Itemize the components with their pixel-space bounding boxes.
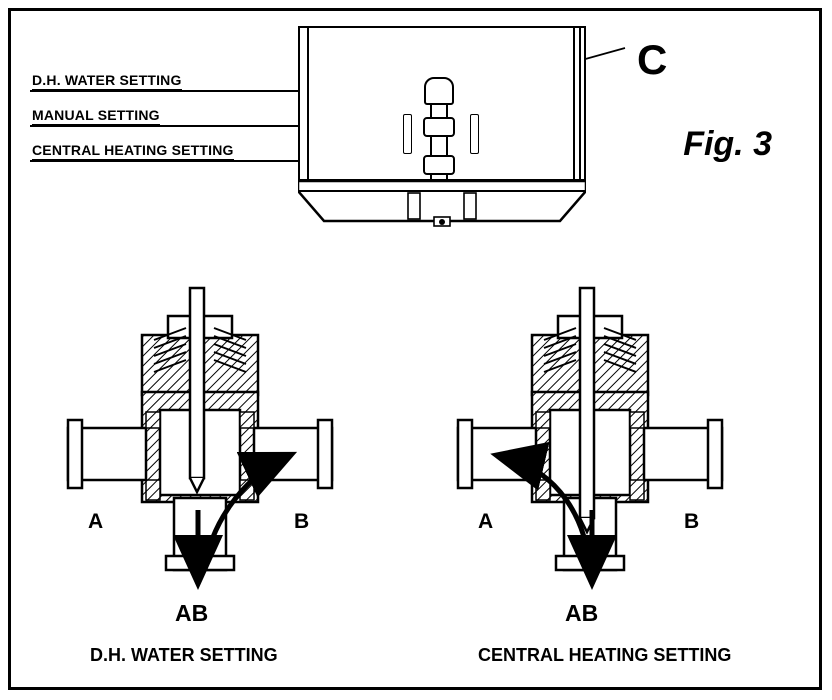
port-label-a-left: A bbox=[88, 510, 104, 533]
port-label-a-right: A bbox=[478, 510, 494, 533]
valve-housing-drawing bbox=[290, 22, 600, 237]
housing-left-edge bbox=[307, 26, 309, 181]
valve-section-dhw-drawing bbox=[50, 280, 350, 610]
port-label-b-right: B bbox=[684, 510, 700, 533]
housing-base bbox=[298, 181, 586, 225]
caption-ch: CENTRAL HEATING SETTING bbox=[478, 645, 732, 665]
actuator-cap bbox=[424, 77, 454, 105]
dhw-setting-label: D.H. WATER SETTING bbox=[32, 72, 182, 88]
housing-slot-left bbox=[403, 114, 412, 154]
central-heating-setting-label: CENTRAL HEATING SETTING bbox=[32, 142, 234, 158]
port-label-b-left: B bbox=[294, 510, 310, 533]
valve-section-ch bbox=[440, 280, 740, 626]
valve-section-dhw bbox=[50, 280, 350, 626]
port-label-ab-right: AB bbox=[565, 600, 599, 626]
actuator-knob bbox=[420, 77, 454, 181]
housing-right-edge bbox=[573, 26, 575, 181]
caption-dhw: D.H. WATER SETTING bbox=[90, 645, 278, 665]
manual-setting-label: MANUAL SETTING bbox=[32, 107, 160, 123]
actuator-collar-upper bbox=[423, 117, 455, 137]
housing-slot-right bbox=[470, 114, 479, 154]
valve-section-ch-drawing bbox=[440, 280, 740, 610]
housing-right-edge-2 bbox=[579, 26, 581, 181]
figure-title: Fig. 3 bbox=[683, 125, 772, 163]
callout-c-label: C bbox=[637, 36, 668, 83]
port-label-ab-left: AB bbox=[175, 600, 209, 626]
actuator-collar-lower bbox=[423, 155, 455, 175]
